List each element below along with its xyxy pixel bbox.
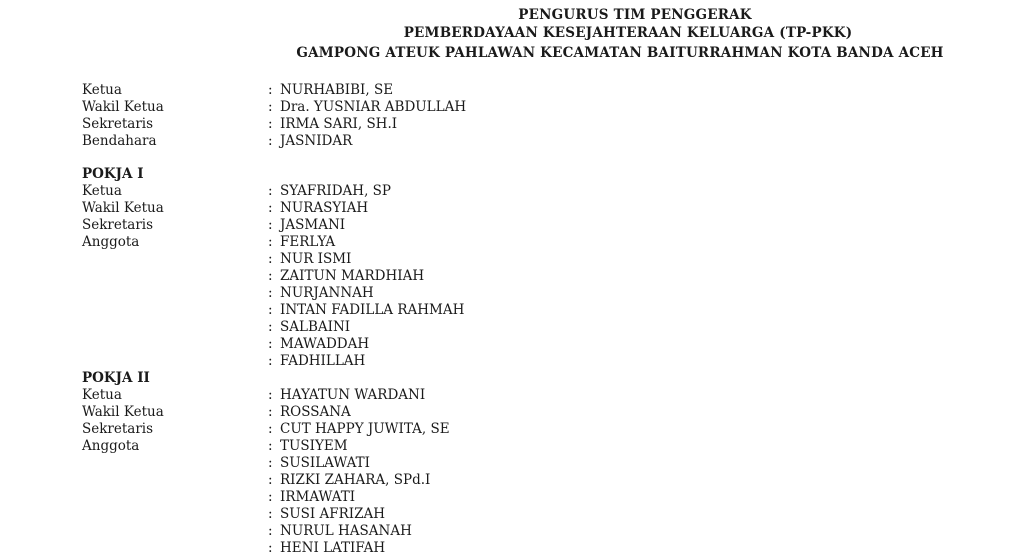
colon-separator: : [268, 183, 273, 199]
colon-separator: : [268, 116, 273, 132]
pokja-2-row [82, 455, 982, 472]
pokja-2-section [82, 370, 982, 557]
member-name: IRMA SARI, SH.I [280, 116, 398, 132]
member-name: NURJANNAH [280, 285, 374, 301]
pokja-1-row [82, 268, 982, 285]
member-name: MAWADDAH [280, 336, 370, 352]
colon-separator: : [268, 82, 273, 98]
colon-separator: : [268, 438, 273, 454]
pokja-1-row [82, 234, 982, 251]
colon-separator: : [268, 353, 273, 369]
member-name: SUSILAWATI [280, 455, 370, 471]
pokja-1-row [82, 285, 982, 302]
member-name: CUT HAPPY JUWITA, SE [280, 421, 450, 437]
header-title-line-2: PEMBERDAYAAN KESEJAHTERAAN KELUARGA (TP-PKK) [403, 25, 853, 41]
colon-separator: : [268, 99, 273, 115]
header-title-line-1: PENGURUS TIM PENGGERAK [518, 7, 752, 23]
colon-separator: : [268, 133, 273, 149]
pokja-2-row [82, 421, 982, 438]
pokja-1-row [82, 319, 982, 336]
role-label: Sekretaris [82, 217, 154, 233]
colon-separator: : [268, 302, 273, 318]
colon-separator: : [268, 234, 273, 250]
pokja-1-row [82, 302, 982, 319]
header-title-line-3: GAMPONG ATEUK PAHLAWAN KECAMATAN BAITURRAHMAN KOTA BANDA ACEH [296, 45, 944, 61]
pokja-2-row [82, 506, 982, 523]
colon-separator: : [268, 387, 273, 403]
member-name: JASMANI [280, 217, 346, 233]
role-label: Ketua [82, 183, 122, 199]
pokja-1-row [82, 217, 982, 234]
pokja-1-row [82, 251, 982, 268]
section-spacer [82, 150, 982, 166]
member-name: SUSI AFRIZAH [280, 506, 386, 522]
colon-separator: : [268, 421, 273, 437]
member-name: NUR ISMI [280, 251, 352, 267]
colon-separator: : [268, 455, 273, 471]
colon-separator: : [268, 251, 273, 267]
role-label: Sekretaris [82, 116, 154, 132]
pokja-2-row [82, 404, 982, 421]
pokja-1-row [82, 336, 982, 353]
member-name: TUSIYEM [280, 438, 348, 454]
member-name: JASNIDAR [280, 133, 353, 149]
member-name: ROSSANA [280, 404, 351, 420]
colon-separator: : [268, 200, 273, 216]
pokja-2-row [82, 540, 982, 557]
document-body [82, 82, 982, 557]
main-row [82, 133, 982, 150]
colon-separator: : [268, 472, 273, 488]
pokja-2-title: POKJA II [82, 370, 150, 386]
main-row [82, 99, 982, 116]
main-board-section [82, 82, 982, 150]
colon-separator: : [268, 319, 273, 335]
role-label: Anggota [82, 438, 140, 454]
role-label: Anggota [82, 234, 140, 250]
pokja-1-section [82, 166, 982, 370]
member-name: IRMAWATI [280, 489, 356, 505]
role-label: Ketua [82, 82, 122, 98]
member-name: HAYATUN WARDANI [280, 387, 426, 403]
colon-separator: : [268, 404, 273, 420]
pokja-2-row [82, 438, 982, 455]
role-label: Wakil Ketua [82, 99, 164, 115]
colon-separator: : [268, 506, 273, 522]
pokja-2-row [82, 489, 982, 506]
member-name: NURHABIBI, SE [280, 82, 394, 98]
member-name: RIZKI ZAHARA, SPd.I [280, 472, 431, 488]
colon-separator: : [268, 217, 273, 233]
member-name: FADHILLAH [280, 353, 366, 369]
pokja-2-row [82, 472, 982, 489]
member-name: INTAN FADILLA RAHMAH [280, 302, 465, 318]
member-name: ZAITUN MARDHIAH [280, 268, 425, 284]
member-name: NURASYIAH [280, 200, 369, 216]
role-label: Ketua [82, 387, 122, 403]
colon-separator: : [268, 285, 273, 301]
role-label: Wakil Ketua [82, 404, 164, 420]
pokja-1-row [82, 200, 982, 217]
role-label: Wakil Ketua [82, 200, 164, 216]
pokja-2-row [82, 387, 982, 404]
colon-separator: : [268, 336, 273, 352]
colon-separator: : [268, 540, 273, 556]
pokja-2-row [82, 523, 982, 540]
colon-separator: : [268, 268, 273, 284]
member-name: HENI LATIFAH [280, 540, 386, 556]
member-name: SYAFRIDAH, SP [280, 183, 391, 199]
main-row [82, 116, 982, 133]
member-name: FERLYA [280, 234, 336, 250]
member-name: NURUL HASANAH [280, 523, 412, 539]
member-name: Dra. YUSNIAR ABDULLAH [280, 99, 467, 115]
member-name: SALBAINI [280, 319, 351, 335]
pokja-1-title: POKJA I [82, 166, 144, 182]
colon-separator: : [268, 489, 273, 505]
role-label: Bendahara [82, 133, 157, 149]
colon-separator: : [268, 523, 273, 539]
pokja-1-row [82, 183, 982, 200]
pokja-1-row [82, 353, 982, 370]
main-row [82, 82, 982, 99]
role-label: Sekretaris [82, 421, 154, 437]
